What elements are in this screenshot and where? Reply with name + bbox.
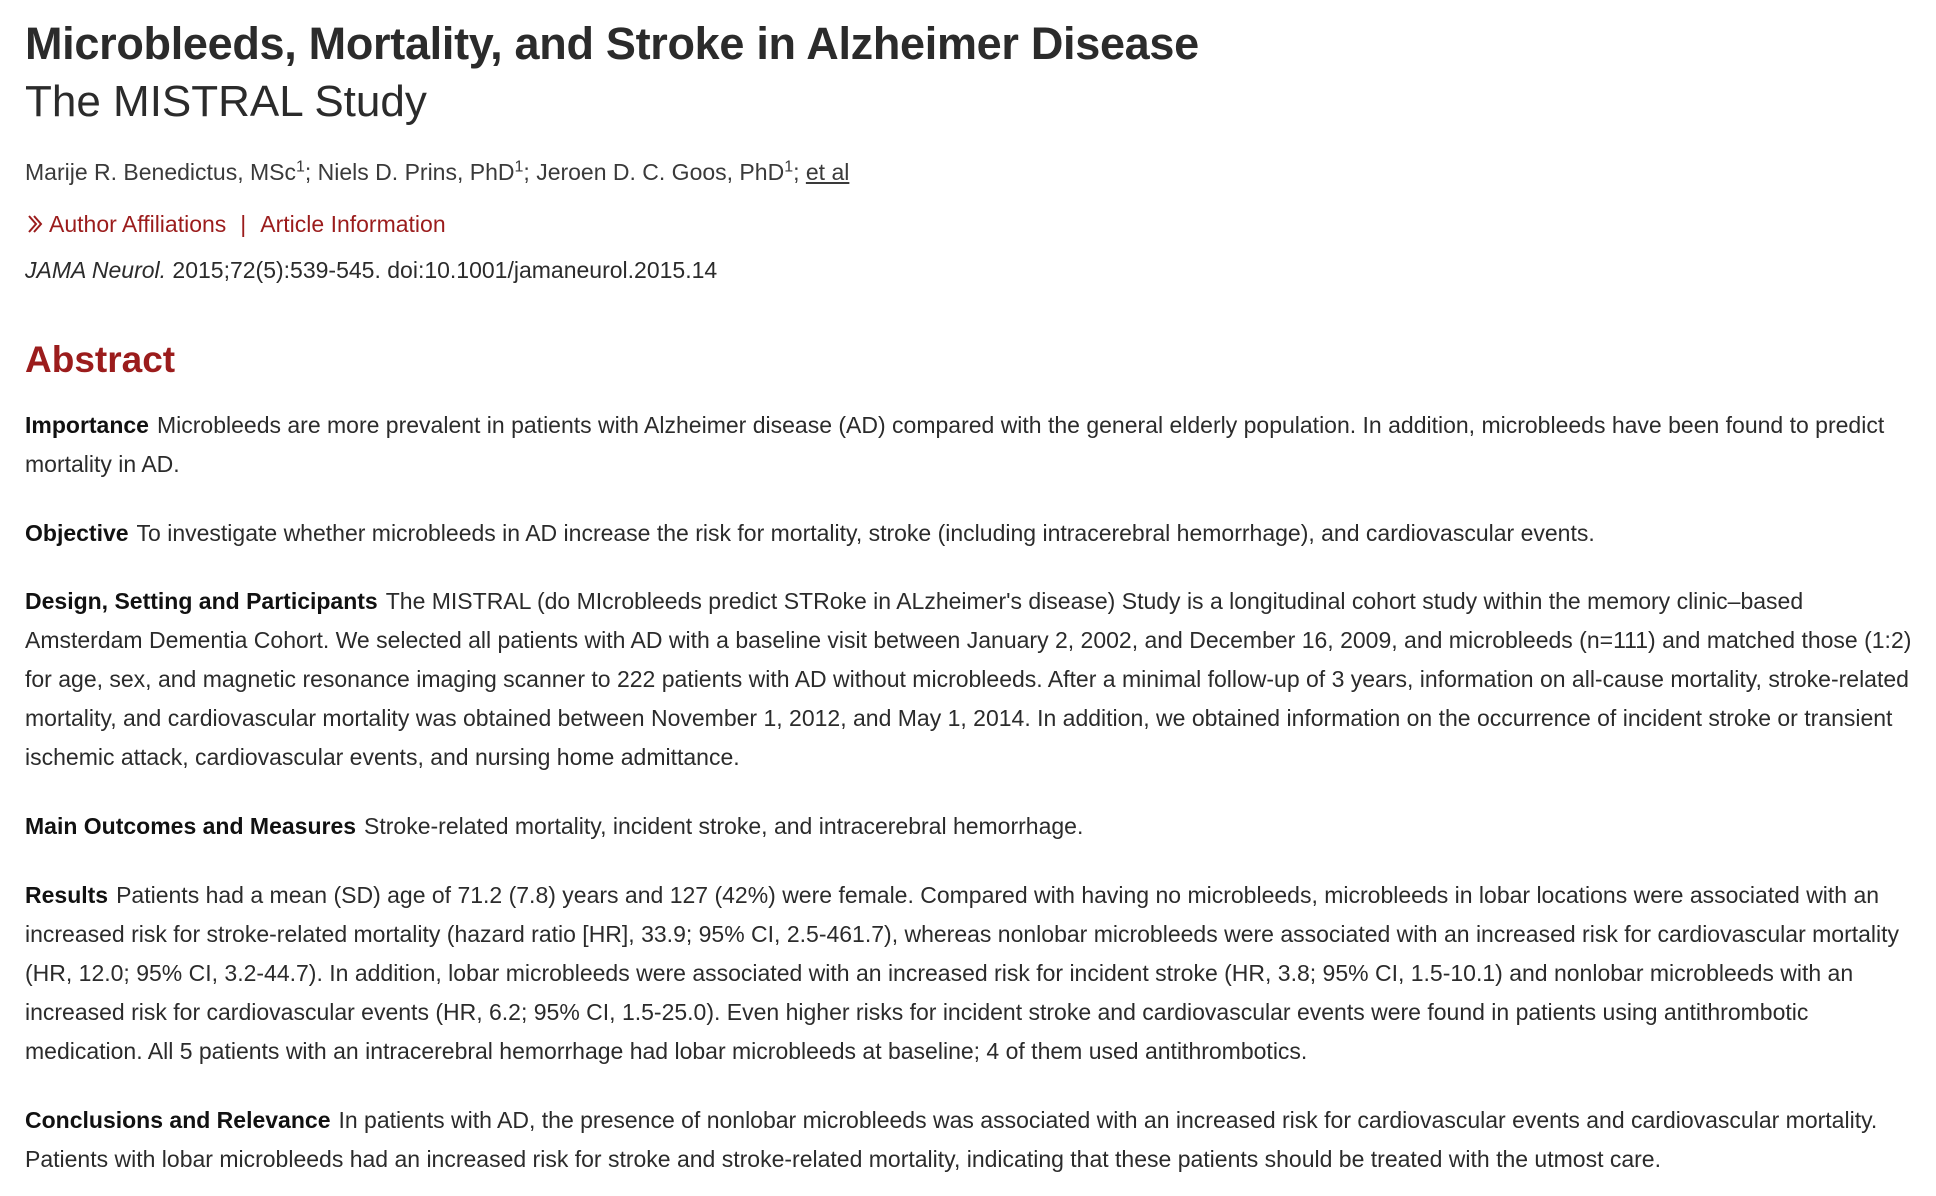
section-text: To investigate whether microbleeds in AD increase the risk for mortality, stroke (including intracerebral hemorrhage), and cardiovascular events. [136, 520, 1595, 546]
section-label: Importance [25, 412, 149, 438]
abstract-objective [25, 514, 1917, 553]
section-label: Main Outcomes and Measures [25, 813, 357, 839]
abstract-importance [25, 406, 1917, 484]
author-name[interactable]: Niels D. Prins, PhD [317, 159, 515, 185]
section-text: The MISTRAL (do MIcrobleeds predict STRoke in ALzheimer's disease) Study is a longitudinal cohort study within the memory clinic–based Amsterdam Dementia Cohort. We selected all patients with AD with a baseline visit between January 2, 2002, and December 16, 2009, and microbleeds (n=111) and matched those (1:2) for age, sex, and magnetic resonance imaging scanner to 222 patients with AD without microbleeds. After a minimal follow-up of 3 years, information on all-cause mortality, stroke-related mortality, and cardiovascular mortality was obtained between November 1, 2012, and May 1, 2014. In addition, we obtained information on the occurrence of incident stroke or transient ischemic attack, cardiovascular events, and nursing home admittance. [25, 588, 1912, 770]
section-label: Design, Setting and Participants [25, 588, 378, 614]
citation-details: 2015;72(5):539-545. doi:10.1001/jamaneurol.2015.14 [166, 257, 718, 283]
section-text: Stroke-related mortality, incident stroke, and intracerebral hemorrhage. [364, 813, 1084, 839]
author-list [25, 156, 1925, 188]
author-separator: ; [304, 159, 318, 185]
double-chevron-right-icon [25, 213, 47, 235]
affiliation-marker: 1 [295, 158, 305, 176]
et-al-link[interactable]: et al [805, 159, 850, 185]
journal-name: JAMA Neurol. [25, 257, 167, 283]
abstract-heading: Abstract [25, 339, 176, 380]
article-information-link[interactable]: Article Information [260, 211, 446, 237]
article-page [25, 14, 1925, 1179]
author-separator: ; [523, 159, 537, 185]
article-links [25, 208, 1925, 240]
abstract-design [25, 582, 1917, 777]
section-label: Objective [25, 520, 129, 546]
abstract-conclusions [25, 1101, 1917, 1179]
section-text: Patients had a mean (SD) age of 71.2 (7.8) years and 127 (42%) were female. Compared with having no microbleeds, microbleeds in lobar locations were associated with an increased risk for stroke-related mortality (hazard ratio [HR], 33.9; 95% CI, 2.5-461.7), whereas nonlobar microbleeds were associated with an increased risk for cardiovascular mortality (HR, 12.0; 95% CI, 3.2-44.7). In addition, lobar microbleeds were associated with an increased risk for incident stroke (HR, 3.8; 95% CI, 1.5-10.1) and nonlobar microbleeds with an increased risk for cardiovascular events (HR, 6.2; 95% CI, 1.5-25.0). Even higher risks for incident stroke and cardiovascular events were found in patients using antithrombotic medication. All 5 patients with an intracerebral hemorrhage had lobar microbleeds at baseline; 4 of them used antithrombotics. [25, 882, 1900, 1064]
section-text: In patients with AD, the presence of nonlobar microbleeds was associated with an increased risk for cardiovascular events and cardiovascular mortality. Patients with lobar microbleeds had an increased risk for stroke and stroke-related mortality, indicating that these patients should be treated with the utmost care. [25, 1107, 1878, 1172]
section-label: Conclusions and Relevance [25, 1107, 331, 1133]
abstract-results [25, 876, 1917, 1071]
affiliation-marker: 1 [514, 158, 524, 176]
article-title: Microbleeds, Mortality, and Stroke in Alzheimer Disease [25, 18, 1199, 69]
author-name[interactable]: Marije R. Benedictus, MSc [25, 159, 296, 185]
author-separator: ; [793, 159, 806, 185]
affiliation-marker: 1 [784, 158, 794, 176]
link-separator: | [240, 211, 247, 237]
article-subtitle: The MISTRAL Study [25, 77, 427, 126]
author-name[interactable]: Jeroen D. C. Goos, PhD [536, 159, 785, 185]
abstract-outcomes [25, 807, 1917, 846]
section-label: Results [25, 882, 109, 908]
citation [25, 254, 1925, 286]
section-text: Microbleeds are more prevalent in patients with Alzheimer disease (AD) compared with the general elderly population. In addition, microbleeds have been found to predict mortality in AD. [25, 412, 1885, 477]
author-affiliations-link[interactable]: Author Affiliations [49, 211, 227, 237]
